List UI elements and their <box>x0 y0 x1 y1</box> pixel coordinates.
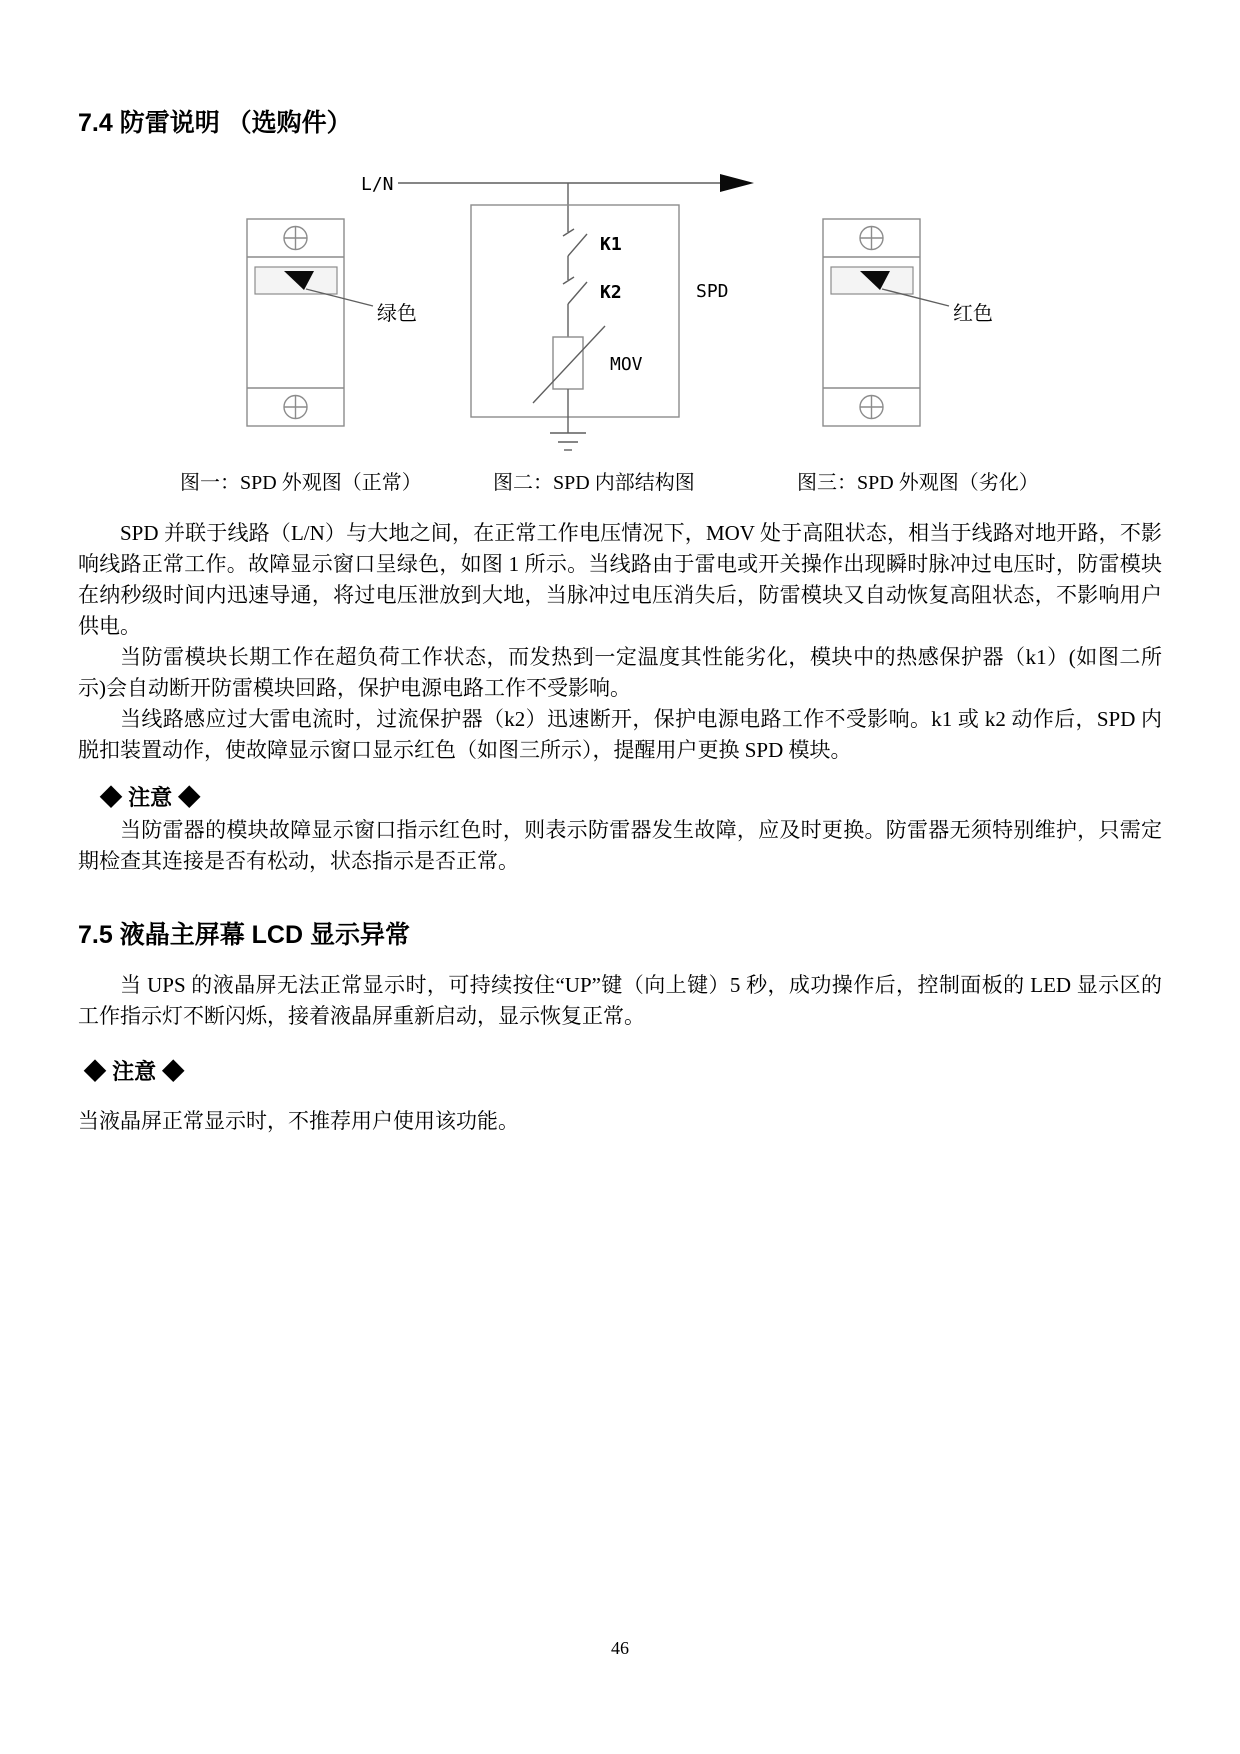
spd-diagram <box>80 150 1160 455</box>
green-label: 绿色 <box>377 303 417 325</box>
figure-caption-2: 图二：SPD 内部结构图 <box>493 472 695 494</box>
spd-module-normal <box>247 219 417 426</box>
k1-switch-icon <box>568 234 587 256</box>
spd-internal-box <box>471 205 679 417</box>
ln-label: L/N <box>361 174 394 195</box>
k2-switch-icon <box>568 282 587 304</box>
section-7-4-heading: 7.4 防雷说明 （选购件） <box>78 109 352 137</box>
mov-label: MOV <box>610 354 643 375</box>
leader-line <box>306 289 373 306</box>
arrow-right-icon <box>720 174 754 192</box>
red-label: 红色 <box>953 303 993 325</box>
note-heading: ◆ 注意 ◆ <box>84 1059 185 1084</box>
figure-caption-1: 图一：SPD 外观图（正常） <box>180 472 422 494</box>
ground-symbol-icon <box>550 433 586 450</box>
note-heading: ◆ 注意 ◆ <box>100 785 201 810</box>
leader-line <box>882 289 949 306</box>
k2-label: K2 <box>600 282 622 303</box>
section-7-5-heading: 7.5 液晶主屏幕 LCD 显示异常 <box>78 921 410 949</box>
paragraph-lcd-reset: 当 UPS 的液晶屏无法正常显示时，可持续按住“UP”键（向上键）5 秒，成功操作后，控制面板的 LED 显示区的工作指示灯不断闪烁，接着液晶屏重新启动，显示恢复正常。 <box>78 973 1162 1028</box>
k1-label: K1 <box>600 234 622 255</box>
note-text: 当液晶屏正常显示时，不推荐用户使用该功能。 <box>78 1109 519 1133</box>
page-number: 46 <box>611 1638 629 1658</box>
paragraph-thermal-protector: 当防雷模块长期工作在超负荷工作状态，而发热到一定温度其性能劣化，模块中的热感保护器（k1）(如图二所示)会自动断开防雷模块回路，保护电源电路工作不受影响。 <box>78 645 1162 700</box>
screw-icon <box>284 227 307 250</box>
mov-box <box>553 337 583 389</box>
screw-icon <box>284 396 307 419</box>
paragraph-spd-overview: SPD 并联于线路（L/N）与大地之间，在正常工作电压情况下，MOV 处于高阻状态，相当于线路对地开路，不影响线路正常工作。故障显示窗口呈绿色，如图 1 所示。当线路由于雷电或开关操作出现瞬时脉冲过电压时，防雷模块在纳秒级时间内迅速导通，将过电压泄放到大地，当脉冲过电压消失后，防雷模块又自动恢复高阻状态，不影响用户供电。 <box>78 521 1162 638</box>
screw-icon <box>860 396 883 419</box>
paragraph-overcurrent-protector: 当线路感应过大雷电流时，过流保护器（k2）迅速断开，保护电源电路工作不受影响。k1 或 k2 动作后，SPD 内脱扣装置动作，使故障显示窗口显示红色（如图三所示），提醒用户更换 SPD 模块。 <box>78 707 1162 762</box>
figure-caption-3: 图三：SPD 外观图（劣化） <box>797 472 1039 494</box>
note-text: 当防雷器的模块故障显示窗口指示红色时，则表示防雷器发生故障，应及时更换。防雷器无须特别维护，只需定期检查其连接是否有松动，状态指示是否正常。 <box>78 818 1162 873</box>
screw-icon <box>860 227 883 250</box>
spd-label: SPD <box>696 281 729 302</box>
spd-module-degraded <box>823 219 993 426</box>
